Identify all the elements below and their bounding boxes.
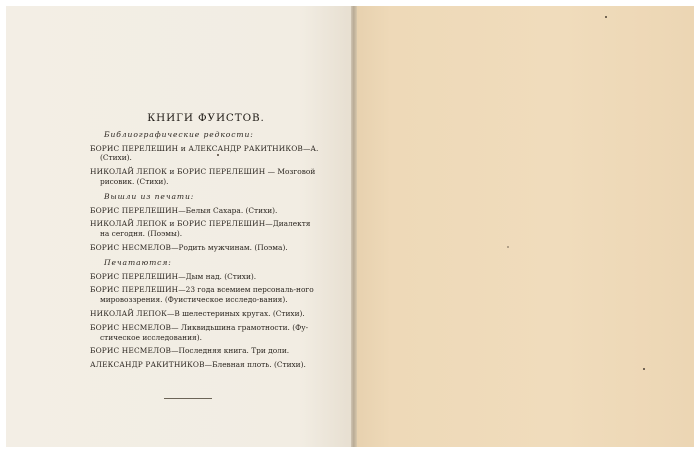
list-item [90, 285, 322, 305]
list-item [90, 167, 322, 187]
section-title: Вышли из печати: [104, 191, 195, 201]
author-name: АЛЕКСАНДР РАКИТНИКОВ [90, 360, 205, 370]
entry-text: —Дым над. (Стихи). [178, 271, 257, 281]
entry-text: —Блевная плоть. (Стихи). [204, 360, 306, 370]
book-scan [6, 6, 694, 447]
entry-text: —Диалектя на сегодня. (Поэмы). [100, 219, 311, 239]
left-page [6, 6, 351, 447]
entry-text: —Родить мужчинам. (Поэма). [171, 242, 288, 252]
paper-speck [643, 368, 645, 370]
author-name: БОРИС ПЕРЕЛЕШИН [90, 205, 179, 215]
paper-speck [507, 246, 509, 248]
author-name: БОРИС НЕСМЕЛОВ [90, 242, 172, 252]
paper-speck [605, 16, 607, 18]
section-title: Печатаются: [104, 257, 172, 267]
entry-text: —А. (Стихи). [100, 143, 319, 163]
paper-speck [217, 154, 219, 156]
list-item [90, 346, 322, 356]
entry-text: —Последняя книга. Три доли. [171, 346, 290, 356]
right-page [357, 6, 694, 447]
list-item [90, 323, 322, 343]
page-heading: КНИГИ ФУИСТОВ. [147, 112, 265, 124]
author-name: НИКОЛАЙ ЛЕПОК и БОРИС ПЕРЕЛЕШИН [90, 219, 266, 229]
list-item [90, 309, 322, 319]
author-name: БОРИС ПЕРЕЛЕШИН и АЛЕКСАНДР РАКИТНИКОВ [90, 143, 304, 153]
section-title: Библиографические редкости: [104, 129, 254, 139]
entry-text: —Белыя Сахара. (Стихи). [178, 205, 278, 215]
list-item [90, 219, 322, 239]
list-item [90, 206, 322, 216]
entry-text: —В шелестериных кругах. (Стихи). [166, 308, 305, 318]
author-name: БОРИС НЕСМЕЛОВ [90, 346, 172, 356]
list-item [90, 243, 322, 253]
entry-text: — Мозговой рисовик. (Стихи). [100, 167, 316, 186]
author-name: НИКОЛАЙ ЛЕПОК и БОРИС ПЕРЕЛЕШИН [90, 167, 266, 177]
book-list [90, 114, 322, 374]
end-rule [164, 398, 212, 399]
list-item [90, 272, 322, 282]
list-item [90, 144, 322, 164]
author-name: БОРИС ПЕРЕЛЕШИН [90, 285, 179, 295]
author-name: НИКОЛАЙ ЛЕПОК [90, 308, 167, 318]
author-name: БОРИС НЕСМЕЛОВ [90, 322, 172, 332]
entry-text: —23 года всемием персональ-ного мировоззрения. (Фуистическое исследо-вания). [100, 285, 314, 305]
list-item [90, 360, 322, 370]
author-name: БОРИС ПЕРЕЛЕШИН [90, 271, 179, 281]
entry-text: — Ликвидьшина грамотности. (Фу-стическое исследования). [100, 322, 309, 342]
